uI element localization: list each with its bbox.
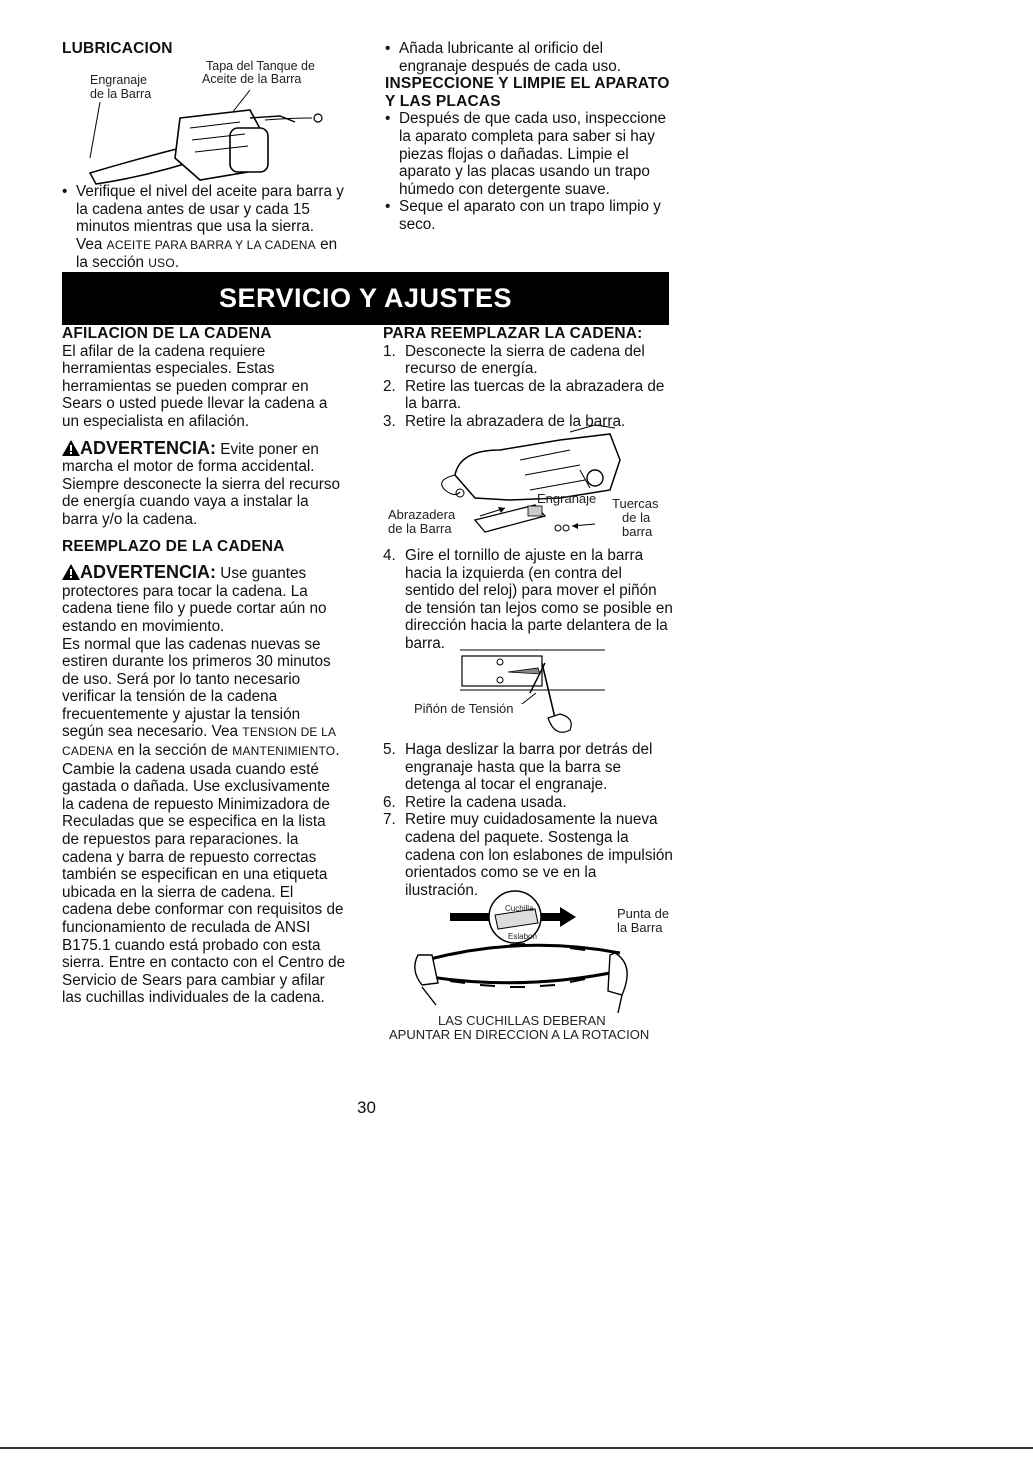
bottom-rule — [0, 1447, 1033, 1449]
inspeccione-bullet-2: • Seque el aparato con un trapo limpio y seco. — [385, 198, 675, 233]
fig2-label-pinon: Piñón de Tensión — [414, 701, 514, 716]
steps-1-3 — [383, 343, 673, 431]
tension-pinion-illustration — [460, 648, 610, 738]
fig3-label-cuchilla: Cuchilla — [505, 904, 534, 913]
page-number: 30 — [357, 1098, 376, 1117]
afilacion-text: El afilar de la cadena requiere herramientas especiales. Estas herramientas se pueden comprar en Sears o usted puede llevar la cadena a un especialista en afilación. — [62, 342, 328, 430]
fig3-label-eslabon: Eslabon — [508, 932, 537, 941]
step-item: 5. Haga deslizar la barra por detrás del engranaje hasta que la barra se detenga al tocar el engranaje. — [383, 741, 653, 794]
banner-title: SERVICIO Y AJUSTES — [218, 283, 513, 313]
lubricacion-section — [62, 40, 352, 58]
inspeccione-heading: INSPECCIONE Y LIMPIE EL APARATO Y LAS PLACAS — [385, 75, 670, 110]
afilacion-heading: AFILACION DE LA CADENA — [62, 325, 272, 342]
fig1-label-de-la-barra: de la Barra — [388, 521, 452, 536]
para-reemplazar-heading: PARA REEMPLAZAR LA CADENA: — [383, 325, 643, 342]
warning-icon — [62, 564, 80, 580]
afilacion-warning: ADVERTENCIA: Evite poner en marcha el motor de forma accidental. Siempre desconecte la sierra del recurso de energía cuando vaya a instalar la barra y/o la cadena. — [62, 437, 341, 528]
inspeccione-bullet-1: • Después de que cada uso, inspeccione la aparato completa para saber si hay piezas flojas o dañadas. Limpie el aparato y las placas usando un trapo húmedo con detergente suave. — [385, 110, 675, 198]
fig3-caption-2: APUNTAR EN DIRECCION A LA ROTACION — [389, 1027, 650, 1042]
lubricacion-bullet: • Verifique el nivel del aceite para barra y la cadena antes de usar y cada 15 minutos mientras que usa la sierra. Vea ACEITE PARA BARRA Y LA CADENA en la sección USO. — [62, 183, 344, 273]
steps-5-7 — [383, 741, 673, 899]
fig3-caption-1: LAS CUCHILLAS DEBERAN — [438, 1013, 606, 1028]
fig1-label-tuercas: Tuercas — [612, 496, 659, 511]
bar-clamp-illustration — [420, 420, 653, 540]
chainsaw-lubrication-illustration — [80, 88, 330, 188]
step-item: 1. Desconecte la sierra de cadena del recurso de energía. — [383, 342, 645, 378]
step-item: 4. Gire el tornillo de ajuste en la barra hacia la izquierda (en contra del sentido del reloj) para mover el piñón de tensión tan lejos como se posible en dirección hacia la parte delantera de la barra. — [383, 547, 673, 652]
reemplazo-warning: ADVERTENCIA: Use guantes protectores para tocar la cadena. La cadena tiene filo y puede cortar aún no estando en movimiento. — [62, 562, 327, 635]
fig1-label-engranaje: Engranaje — [537, 491, 597, 506]
reemplazo-paragraph-2: Cambie la cadena usada cuando esté gastada o dañada. Use exclusivamente la cadena de repuesto Minimizadora de Reculadas que se especifica en la lista de repuestos para reparaciones. la cadena y barra de repuesto correctas también se especifican en una etiqueta ubicada en la sierra de cadena. El cadena debe conformar con requisitos de funcionamiento de reculada de ANSI B175.1 cuando está probado con esta sierra. Entre en contacto con el Centro de Servicio de Sears para cambiar y afilar las cuchillas individuales de la cadena. — [62, 760, 346, 1007]
para-reemplazar-section — [383, 325, 673, 431]
fig3-label-punta-2: la Barra — [617, 920, 663, 935]
fig1-label-barra: barra — [622, 524, 653, 539]
fig1-label-de-la: de la — [622, 510, 651, 525]
step-item: 2. Retire las tuercas de la abrazadera de la barra. — [383, 377, 665, 413]
lubricacion-heading: LUBRICACION — [62, 40, 173, 57]
step-4 — [383, 547, 673, 653]
step-item: 3. Retire la abrazadera de la barra. — [383, 412, 626, 430]
step-item: 7. Retire muy cuidadosamente la nueva cadena del paquete. Sostenga la cadena con lon eslabones de impulsión orientados como se ve en la ilustración. — [383, 811, 673, 899]
step-item: 6. Retire la cadena usada. — [383, 793, 567, 811]
fig3-label-punta: Punta de — [617, 906, 670, 921]
reemplazo-heading: REEMPLAZO DE LA CADENA — [62, 537, 285, 555]
fig1-label-abrazadera: Abrazadera — [388, 507, 456, 522]
warning-icon — [62, 440, 80, 456]
fig-label-engranaje: Engranaje — [90, 73, 147, 87]
fig-label-tapa: Tapa del Tanque de — [206, 59, 315, 73]
fig-label-engranaje-2: de la Barra — [90, 87, 152, 101]
fig-label-tapa-2: Aceite de la Barra — [202, 72, 302, 86]
section-banner — [62, 272, 669, 325]
inspeccione-section — [385, 40, 675, 234]
lubricante-bullet: • Añada lubricante al orificio del engranaje después de cada uso. — [385, 40, 675, 75]
left-column — [62, 325, 346, 1007]
reemplazo-paragraph-1: Es normal que las cadenas nuevas se estiren durante los primeros 30 minutos de uso. Será por lo tanto necesario verificar la tensión de la cadena frecuentemente y ajustar la tensión según sea necesario. Vea TENSION DE LA CADENA en la sección de MANTENIMIENTO. — [62, 635, 340, 760]
